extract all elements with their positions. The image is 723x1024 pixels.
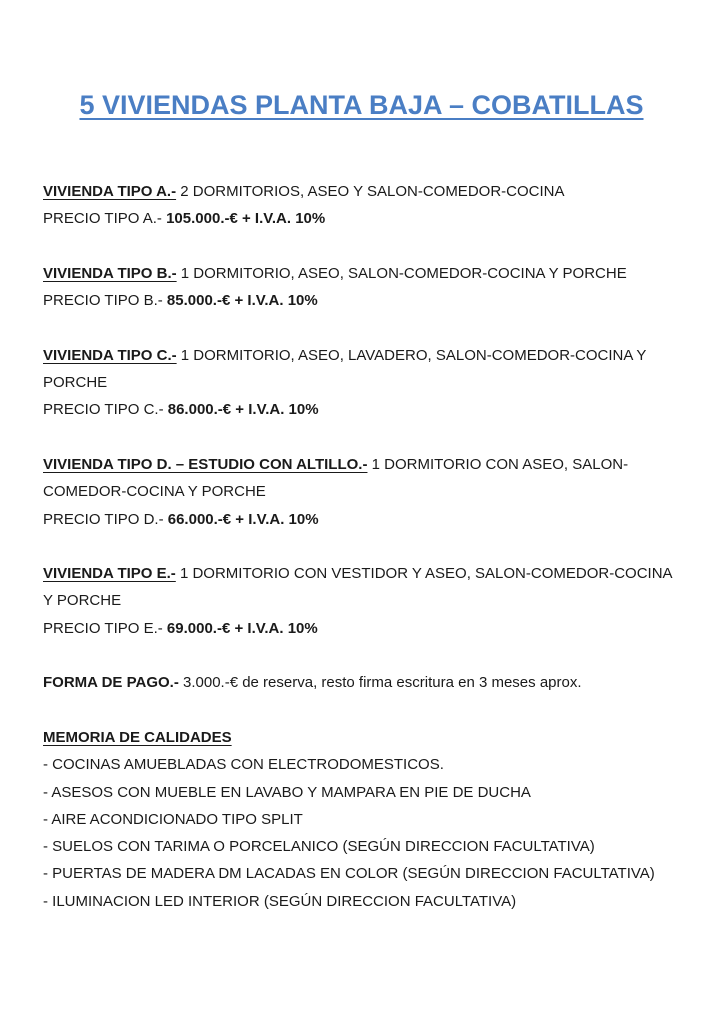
vivienda-heading: VIVIENDA TIPO A.- xyxy=(43,183,177,200)
vivienda-tipo-c xyxy=(43,342,723,424)
vivienda-description: 1 DORMITORIO, ASEO, SALON-COMEDOR-COCINA Y PORCHE xyxy=(176,264,627,282)
vivienda-price-line xyxy=(43,396,723,423)
forma-de-pago-text: 3.000.-€ de reserva, resto firma escritura en 3 meses aprox. xyxy=(178,674,582,692)
price-value: 85.000.-€ + I.V.A. 10% xyxy=(166,292,318,310)
vivienda-description-continued: COMEDOR-COCINA Y PORCHE xyxy=(43,483,266,501)
list-item: - ILUMINACION LED INTERIOR (SEGÚN DIRECCION FACULTATIVA) xyxy=(43,892,517,910)
price-label: PRECIO TIPO B.- xyxy=(43,292,167,310)
vivienda-description-continued: Y PORCHE xyxy=(43,592,122,610)
memoria-de-calidades xyxy=(43,724,723,915)
forma-de-pago-line xyxy=(43,669,723,696)
forma-de-pago xyxy=(43,669,723,696)
vivienda-description: 1 DORMITORIO CON ASEO, SALON- xyxy=(367,455,629,473)
vivienda-price-line xyxy=(43,287,723,314)
vivienda-description-line xyxy=(43,178,723,205)
forma-de-pago-label: FORMA DE PAGO.- xyxy=(43,674,179,692)
vivienda-price-line xyxy=(43,506,723,533)
list-item: - PUERTAS DE MADERA DM LACADAS EN COLOR (SEGÚN DIRECCION FACULTATIVA) xyxy=(43,865,655,883)
vivienda-price-line xyxy=(43,615,723,642)
vivienda-heading: VIVIENDA TIPO D. – ESTUDIO CON ALTILLO.- xyxy=(43,455,368,473)
vivienda-tipo-e xyxy=(43,560,723,642)
memoria-list xyxy=(43,751,723,915)
vivienda-tipo-a xyxy=(43,178,723,233)
vivienda-description-continued: PORCHE xyxy=(43,374,108,392)
price-value: 66.000.-€ + I.V.A. 10% xyxy=(167,510,319,528)
price-label: PRECIO TIPO D.- xyxy=(43,510,168,528)
page-title: 5 VIVIENDAS PLANTA BAJA – COBATILLAS xyxy=(79,90,644,120)
vivienda-description-line xyxy=(43,560,723,587)
list-item: - AIRE ACONDICIONADO TIPO SPLIT xyxy=(43,810,303,828)
vivienda-description-line xyxy=(43,451,723,478)
memoria-title: MEMORIA DE CALIDADES xyxy=(43,728,232,746)
list-item: - COCINAS AMUEBLADAS CON ELECTRODOMESTICOS. xyxy=(43,756,444,774)
vivienda-description: 1 DORMITORIO, ASEO, LAVADERO, SALON-COMEDOR-COCINA Y xyxy=(176,346,647,364)
document-body xyxy=(43,178,723,942)
price-label: PRECIO TIPO E.- xyxy=(43,619,167,637)
price-value: 105.000.-€ + I.V.A. 10% xyxy=(166,210,326,228)
vivienda-description-line xyxy=(43,260,723,287)
vivienda-price-line xyxy=(43,205,723,232)
vivienda-tipo-b xyxy=(43,260,723,315)
vivienda-heading: VIVIENDA TIPO C.- xyxy=(43,346,177,364)
list-item: - SUELOS CON TARIMA O PORCELANICO (SEGÚN DIRECCION FACULTATIVA) xyxy=(43,838,595,856)
vivienda-description-line xyxy=(43,342,723,369)
vivienda-heading: VIVIENDA TIPO E.- xyxy=(43,565,176,583)
vivienda-tipo-d xyxy=(43,451,723,533)
price-value: 86.000.-€ + I.V.A. 10% xyxy=(167,401,319,419)
vivienda-heading: VIVIENDA TIPO B.- xyxy=(43,264,177,282)
vivienda-description: 1 DORMITORIO CON VESTIDOR Y ASEO, SALON-COMEDOR-COCINA xyxy=(175,565,673,583)
vivienda-description: 2 DORMITORIOS, ASEO Y SALON-COMEDOR-COCINA xyxy=(176,183,565,200)
price-value: 69.000.-€ + I.V.A. 10% xyxy=(166,619,318,637)
price-label: PRECIO TIPO A.- xyxy=(43,210,167,228)
price-label: PRECIO TIPO C.- xyxy=(43,401,168,419)
list-item: - ASESOS CON MUEBLE EN LAVABO Y MAMPARA EN PIE DE DUCHA xyxy=(43,783,531,801)
